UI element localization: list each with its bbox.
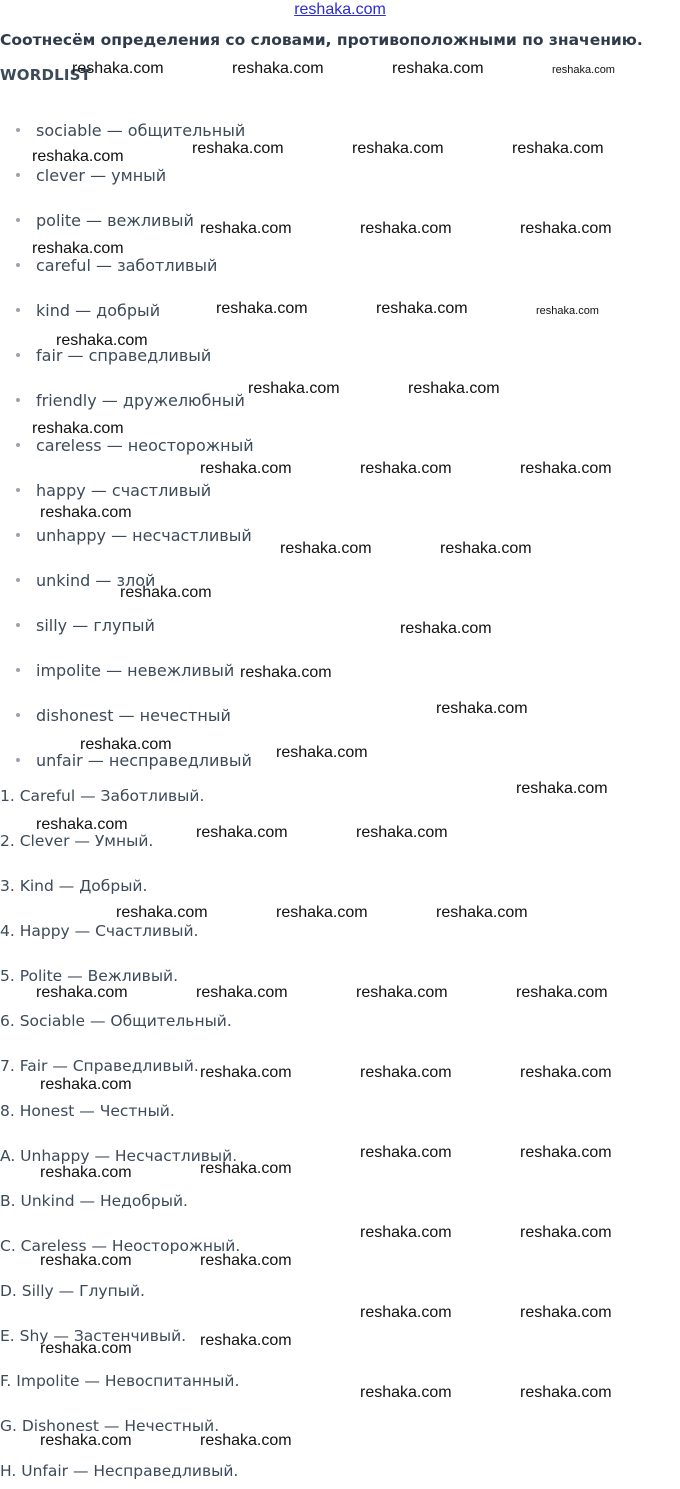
bullet-icon	[16, 353, 20, 357]
answer-lettered: H. Unfair — Несправедливый.	[0, 1462, 239, 1480]
watermark-text: reshaka.com	[120, 584, 212, 601]
answer-lettered: A. Unhappy — Несчастливый.	[0, 1147, 238, 1165]
watermark-text: reshaka.com	[280, 540, 372, 557]
watermark-text: reshaka.com	[56, 332, 148, 349]
answer-lettered: G. Dishonest — Нечестный.	[0, 1417, 220, 1435]
bullet-icon	[16, 488, 20, 492]
answer-lettered: D. Silly — Глупый.	[0, 1282, 145, 1300]
watermark-text: reshaka.com	[520, 1224, 612, 1241]
watermark-text: reshaka.com	[40, 1432, 132, 1449]
watermark-text: reshaka.com	[248, 380, 340, 397]
watermark-text: reshaka.com	[40, 1340, 132, 1357]
task-title: Соотнесём определения со словами, противоположными по значению.	[0, 31, 643, 49]
answer-numbered: 8. Honest — Честный.	[0, 1102, 175, 1120]
watermark-text: reshaka.com	[436, 904, 528, 921]
watermark-text: reshaka.com	[520, 1384, 612, 1401]
bullet-icon	[16, 668, 20, 672]
watermark-text: reshaka.com	[360, 1144, 452, 1161]
bullet-icon	[16, 128, 20, 132]
wordlist-heading: WORDLIST	[0, 66, 92, 84]
watermark-text: reshaka.com	[408, 380, 500, 397]
bullet-icon	[16, 398, 20, 402]
watermark-text: reshaka.com	[72, 60, 164, 77]
watermark-text: reshaka.com	[376, 300, 468, 317]
watermark-text: reshaka.com	[240, 664, 332, 681]
watermark-text: reshaka.com	[520, 1304, 612, 1321]
watermark-text: reshaka.com	[216, 300, 308, 317]
answer-numbered: 2. Clever — Умный.	[0, 832, 154, 850]
watermark-text: reshaka.com	[516, 984, 608, 1001]
bullet-icon	[16, 533, 20, 537]
watermark-text: reshaka.com	[356, 984, 448, 1001]
watermark-text: reshaka.com	[276, 904, 368, 921]
answer-lettered: E. Shy — Застенчивый.	[0, 1327, 187, 1345]
watermark-text: reshaka.com	[200, 1252, 292, 1269]
watermark-text: reshaka.com	[356, 824, 448, 841]
watermark-text: reshaka.com	[360, 1224, 452, 1241]
watermark-text: reshaka.com	[436, 700, 528, 717]
bullet-icon	[16, 758, 20, 762]
answer-numbered: 7. Fair — Справедливый.	[0, 1057, 199, 1075]
watermark-text: reshaka.com	[360, 1064, 452, 1081]
watermark-text: reshaka.com	[36, 984, 128, 1001]
watermark-text: reshaka.com	[200, 1160, 292, 1177]
watermark-text: reshaka.com	[536, 305, 599, 317]
watermark-text: reshaka.com	[116, 904, 208, 921]
watermark-text: reshaka.com	[520, 1144, 612, 1161]
answer-lettered: F. Impolite — Невоспитанный.	[0, 1372, 240, 1390]
bullet-icon	[16, 623, 20, 627]
answer-lettered: B. Unkind — Недобрый.	[0, 1192, 188, 1210]
watermark-text: reshaka.com	[516, 780, 608, 797]
watermark-text: reshaka.com	[40, 504, 132, 521]
watermark-text: reshaka.com	[32, 420, 124, 437]
watermark-text: reshaka.com	[200, 1064, 292, 1081]
bullet-icon	[16, 443, 20, 447]
watermark-text: reshaka.com	[200, 1332, 292, 1349]
watermark-text: reshaka.com	[196, 824, 288, 841]
site-link[interactable]: reshaka.com	[294, 1, 386, 18]
answer-numbered: 1. Careful — Заботливый.	[0, 787, 205, 805]
watermark-text: reshaka.com	[32, 240, 124, 257]
watermark-text: reshaka.com	[200, 220, 292, 237]
watermark-text: reshaka.com	[80, 736, 172, 753]
watermark-text: reshaka.com	[232, 60, 324, 77]
watermark-text: reshaka.com	[32, 148, 124, 165]
answer-numbered: 3. Kind — Добрый.	[0, 877, 148, 895]
watermark-text: reshaka.com	[552, 64, 615, 76]
bullet-icon	[16, 713, 20, 717]
bullet-icon	[16, 578, 20, 582]
answer-numbered: 5. Polite — Вежливый.	[0, 967, 179, 985]
watermark-text: reshaka.com	[512, 140, 604, 157]
watermark-text: reshaka.com	[40, 1252, 132, 1269]
bullet-icon	[16, 263, 20, 267]
watermark-text: reshaka.com	[520, 220, 612, 237]
watermark-text: reshaka.com	[352, 140, 444, 157]
watermark-text: reshaka.com	[36, 816, 128, 833]
watermark-text: reshaka.com	[196, 984, 288, 1001]
watermark-text: reshaka.com	[400, 620, 492, 637]
watermark-text: reshaka.com	[520, 1064, 612, 1081]
watermark-text: reshaka.com	[40, 1076, 132, 1093]
watermark-text: reshaka.com	[360, 460, 452, 477]
watermark-text: reshaka.com	[276, 744, 368, 761]
watermark-text: reshaka.com	[200, 460, 292, 477]
watermark-text: reshaka.com	[392, 60, 484, 77]
watermark-text: reshaka.com	[40, 1164, 132, 1181]
watermark-text: reshaka.com	[360, 1304, 452, 1321]
watermark-text: reshaka.com	[192, 140, 284, 157]
bullet-icon	[16, 173, 20, 177]
bullet-icon	[16, 308, 20, 312]
bullet-icon	[16, 218, 20, 222]
watermark-text: reshaka.com	[360, 1384, 452, 1401]
watermark-text: reshaka.com	[440, 540, 532, 557]
watermark-text: reshaka.com	[200, 1432, 292, 1449]
watermark-text: reshaka.com	[360, 220, 452, 237]
answer-numbered: 6. Sociable — Общительный.	[0, 1012, 232, 1030]
answer-lettered: C. Careless — Неосторожный.	[0, 1237, 241, 1255]
answer-numbered: 4. Happy — Счастливый.	[0, 922, 199, 940]
watermark-text: reshaka.com	[520, 460, 612, 477]
